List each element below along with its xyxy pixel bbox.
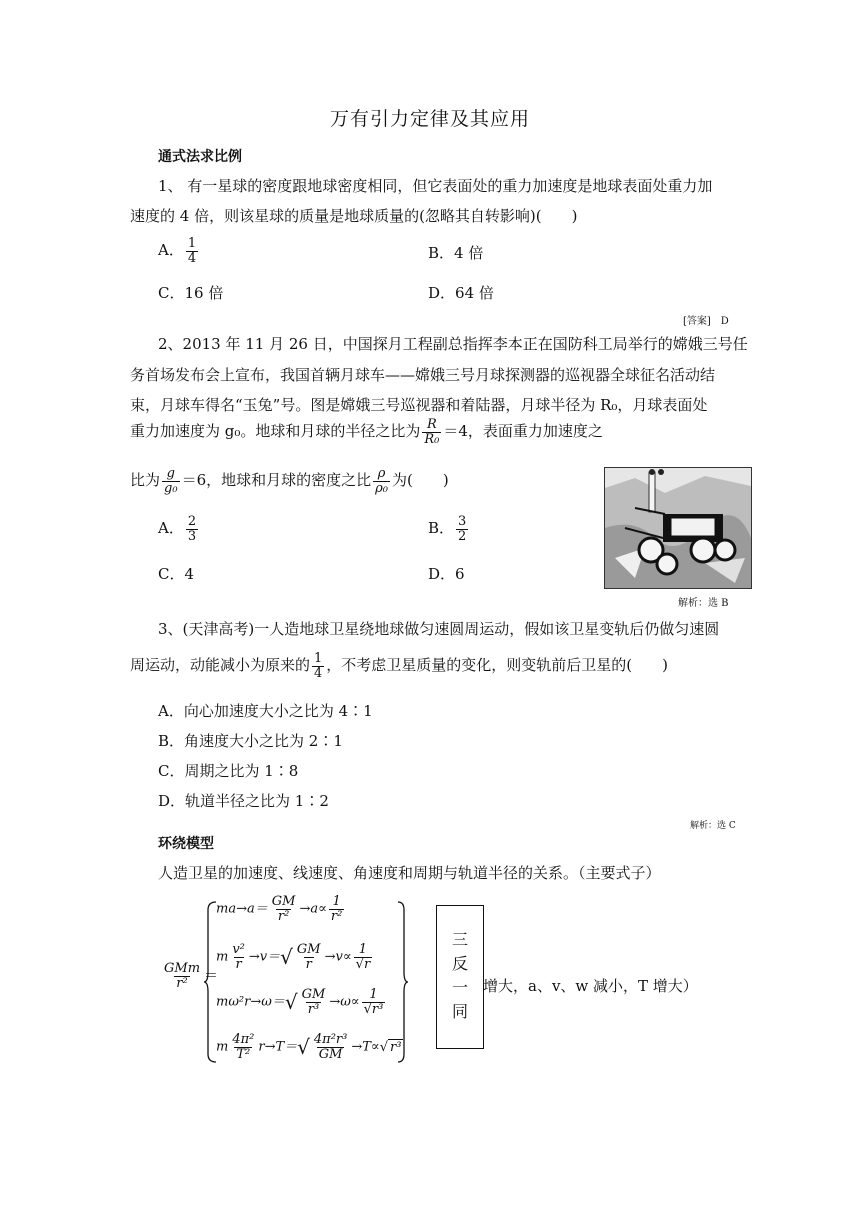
rule-box-char-4: 同: [451, 1002, 468, 1021]
page-title: 万有引力定律及其应用: [330, 108, 531, 130]
section-heading-formula-ratio: 通式法求比例: [158, 149, 242, 165]
q3-line2-text-b: ，不考虑卫星质量的变化，则变轨前后卫星的( ): [326, 656, 669, 675]
formula-row2-num: v²: [232, 942, 245, 957]
formula-row1-prop-den: r²: [330, 908, 343, 924]
formula-row4-sqrt-num: 4π²r³: [313, 1032, 348, 1047]
formula-row1-lhs: ma→a＝: [216, 901, 268, 917]
formula-row4-eq: r→T＝: [258, 1039, 298, 1055]
formula-row-acceleration: [216, 895, 346, 923]
q1-answer: [答案] D: [683, 316, 729, 327]
q1-option-d: D．64 倍: [428, 284, 494, 302]
q3-line2-text: 周运动，动能减小为原来的: [130, 656, 311, 675]
rover-illustration: [605, 468, 751, 588]
q3-option-a: A．向心加速度大小之比为 4∶1: [158, 702, 373, 720]
formula-row2-den: r: [235, 956, 242, 972]
formula-row1-num: GM: [271, 894, 296, 909]
q2-answer: 解析：选 B: [678, 598, 729, 609]
q1-option-a: [158, 237, 200, 265]
formula-row4-prop-val: r³: [390, 1039, 402, 1055]
formula-row4-sqrt-den: GM: [318, 1046, 343, 1062]
formula-row3-prop-den: r³: [371, 1001, 384, 1017]
q2-frac-density-num: ρ: [377, 466, 386, 481]
q3-source: (天津高考): [182, 620, 255, 638]
q2-line2: 务首场发布会上宣布，我国首辆月球车——嫦娥三号月球探测器的巡视器全球征名活动结: [130, 366, 716, 384]
rule-box-char-2: 反: [451, 954, 468, 973]
q2-frac-gravity-num: g: [166, 466, 175, 481]
formula-row3-prop-num: 1: [369, 987, 378, 1002]
q2-line4: [130, 418, 603, 446]
formula-row2-prop-den: r: [363, 956, 371, 972]
q3-line1-text: 一人造地球卫星绕地球做匀速圆周运动，假如该卫星变轨后仍做匀速圆: [254, 620, 720, 638]
formula-lhs-den: r²: [176, 975, 188, 991]
rule-box-char-1: 三: [451, 930, 468, 949]
q2-line5-text: 比为: [130, 471, 161, 490]
formula-row-velocity: m $\frac{\text{v²}}{r}$ →v＝√ $\frac{GM}{r}$ →v∝ $\frac{1}{√r}$: [216, 942, 371, 972]
formula-row1-prop: →a∝: [299, 901, 327, 917]
formula-row-angular-velocity: mω²r→ω＝√ $\frac{GM}{\text{r³}}$ →ω∝ $\frac{1}{\text{√r³}}$: [216, 987, 384, 1017]
q2-option-d: D．6: [428, 565, 465, 583]
formula-lhs-num: GMm: [164, 961, 201, 976]
lunar-rover-photo: [604, 467, 752, 589]
q2-frac-radius-den: R₀: [424, 431, 440, 447]
formula-row3-sqrt-den: r³: [307, 1001, 320, 1017]
q2-line4-text: 重力加速度为 g₀。地球和月球的半径之比为: [130, 422, 421, 441]
q2-line3: 束，月球车得名“玉兔”号。图是嫦娥三号巡视器和着陆器，月球半径为 R₀，月球表面处: [130, 396, 708, 414]
q2-line4-text-b: ＝4，表面重力加速度之: [443, 422, 603, 441]
formula-row2-sqrt-num: GM: [296, 942, 321, 957]
q1-line2: 速度的 4 倍，则该星球的质量是地球质量的(忽略其自转影响)( ): [130, 207, 578, 225]
q2-frac-density-den: ρ₀: [375, 480, 388, 496]
q2-option-a-label: A．: [158, 519, 184, 538]
q3-line1: [158, 618, 719, 639]
q3-option-c: C．周期之比为 1∶8: [158, 762, 299, 780]
rule-box-char-3: 一: [451, 978, 468, 997]
formula-row4-num: 4π²: [232, 1032, 255, 1047]
q1-option-b: B．4 倍: [428, 244, 484, 262]
q2-option-b-den: 2: [458, 528, 467, 544]
model-intro: 人造卫星的加速度、线速度、角速度和周期与轨道半径的关系。（主要式子）: [158, 864, 661, 882]
formula-row2-m: m: [216, 949, 229, 965]
q2-option-a-num: 2: [187, 514, 197, 529]
q2-option-a: [158, 515, 200, 543]
q2-option-b-label: B．: [428, 519, 455, 538]
formula-row2-prop-num: 1: [358, 942, 368, 957]
q2-frac-gravity-den: g₀: [164, 480, 178, 496]
formula-row1-prop-num: 1: [332, 894, 341, 909]
q2-option-c: C．4: [158, 565, 195, 583]
section-heading-orbit-model: 环绕模型: [158, 836, 214, 852]
rule-box-suffix: 增大，a、v、w 减小，T 增大）: [483, 977, 698, 995]
q3-option-d: D．轨道半径之比为 1∶2: [158, 792, 329, 810]
formula-row1-den: r²: [277, 908, 290, 924]
q1-option-a-label: A．: [158, 241, 184, 260]
formula-row3-lhs: mω²r→ω＝: [216, 994, 285, 1010]
q1-line1: 1、 有一星球的密度跟地球密度相同，但它表面处的重力加速度是地球表面处重力加: [158, 177, 713, 195]
formula-lhs: $\frac{\text{GMm}}{\text{r²}}$ ＝: [164, 961, 219, 991]
q2-option-b: [428, 515, 470, 543]
formula-row-period: m $\frac{\text{4π²}}{\text{T²}}$ r→T＝√ $\frac{\text{4π²r³}}{GM}$ →T∝√ r³: [216, 1032, 402, 1062]
formula-row2-eq: →v＝: [248, 949, 281, 965]
q2-line5-text-b: ＝6，地球和月球的密度之比: [181, 471, 372, 490]
q2-option-b-num: 3: [458, 514, 467, 529]
formula-row3-prop: →ω∝: [329, 994, 360, 1010]
rule-box: [436, 905, 484, 1049]
q2-line5-text-c: 为( ): [391, 471, 449, 490]
q3-frac-num: 1: [314, 651, 323, 666]
formula-row2-prop: →v∝: [324, 949, 352, 965]
formula-row2-sqrt-den: r: [305, 956, 312, 972]
q1-option-a-num: 1: [187, 236, 197, 251]
q3-answer: 解析：选 C: [690, 821, 736, 831]
q2-option-a-den: 3: [187, 528, 197, 544]
q3-option-b: B．角速度大小之比为 2∶1: [158, 732, 343, 750]
q1-option-c: C．16 倍: [158, 284, 224, 302]
q2-line1: 2、2013 年 11 月 26 日，中国探月工程副总指挥李本正在国防科工局举行的嫦娥三号任: [158, 335, 748, 353]
formula-row3-sqrt-num: GM: [301, 987, 326, 1002]
rule-box-text: [437, 928, 483, 1024]
q3-number: 3、: [158, 620, 183, 638]
formula-row4-den: T²: [236, 1046, 251, 1062]
formula-row4-m: m: [216, 1039, 229, 1055]
q3-frac-den: 4: [314, 665, 323, 681]
q3-line2: [130, 652, 668, 680]
q2-frac-radius-num: R: [426, 417, 437, 432]
formula-row4-prop: →T∝: [351, 1039, 380, 1055]
q2-line5: [130, 467, 449, 495]
q1-option-a-den: 4: [187, 250, 197, 266]
